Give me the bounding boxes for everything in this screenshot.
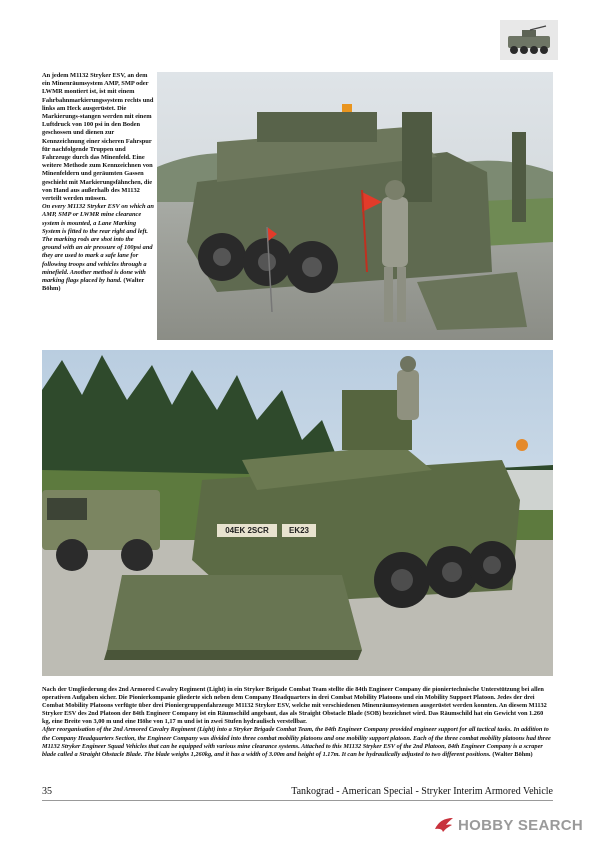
wing-logo-icon (434, 816, 454, 834)
caption-bottom-credit: (Walter Böhm) (492, 750, 533, 758)
caption-top (42, 72, 154, 293)
photo-stryker-obstacle-blade (42, 350, 553, 676)
photo-bottom-image (42, 350, 553, 676)
photo-stryker-rear-lane-marking (157, 72, 553, 340)
page-number: 35 (42, 786, 52, 797)
photo-top-image (157, 72, 553, 340)
watermark (434, 814, 583, 836)
caption-top-credit: (Walter Böhm) (42, 277, 145, 293)
caption-top-english (42, 203, 154, 293)
caption-top-german: An jedem M1132 Stryker ESV, an dem ein Minenräumsystem AMP, SMP oder LWMR montiert ist, ist mit einem Fahrbahnmarkierungssystem rechts und links am Heck ausgerüstet. Die Markierungs-stangen werden mit einem Luftdruck von 100 psi in den Boden geschossen und dienen zur Kennzeichnung einer sicheren Fahrspur für nachfolgende Truppen und Fahrzeuge durch das Minenfeld. Eine weitere Methode zum Kennzeichnen von Minenfeldern und geräumten Gassen geschieht mit Markierungsfähnchen, die von Hand aus außerhalb des M1132 verteilt werden müssen. (42, 72, 154, 203)
bumper-marking-left: 04EK 2SCR (225, 526, 269, 535)
caption-bottom-english (42, 726, 553, 758)
caption-bottom (42, 686, 553, 759)
caption-bottom-english-text: After reorganisation of the 2nd Armored Cavalry Regiment (Light) into a Stryker Brigade Combat Team, the 84th Engineer Company provided engineer support for all tactical tasks. In addition to the Company Headquarters Section, the Engineer Company was divided into three combat mobility platoons and one mobility support platoon. Each of the three combat mobility platoons had three M1132 Stryker Engineer Squad Vehicles that can be equipped with various mine clearance systems. Attached to this M1132 Stryker ESV of the 2nd Platoon, 84th Engineer Company is a scraper blade called a Straight Obstacle Blade. The blade weighs 1,260kg, and it has a width of 3.00m and height of 1.17m. It can be hydraulically adjusted to two different positions. (42, 726, 551, 758)
header-vehicle-thumbnail (500, 20, 558, 60)
caption-top-english-text: On every M1132 Stryker ESV on which an AMP, SMP or LWMR mine clearance system is mounted, a Lane Marking System is fitted to the rear right and left. The marking rods are shot into the ground with an air pressure of 100psi and they are used to mark a safe lane for following troops and vehicles through a minefield. Another method is done with marking flags placed by hand. (42, 203, 154, 285)
footer-divider (42, 800, 553, 801)
bumper-marking-right: EK23 (288, 526, 309, 535)
watermark-text: HOBBY SEARCH (458, 816, 584, 834)
running-title: Tankograd - American Special - Stryker Interim Armored Vehicle (291, 786, 553, 797)
caption-bottom-german: Nach der Umgliederung des 2nd Armored Cavalry Regiment (Light) in ein Stryker Brigade Combat Team stellte die 84th Engineer Company die pioniertechnische Unterstützung bei allen operativen Aufgaben sicher. Die Pionierkompanie gliederte sich neben dem Company Headquarters in drei Combat Mobility Platoons und ein Mobility Support Platoon. Jedes der drei Combat Mobility Platoons verfügte über drei Pioniergruppenfahrzeuge M1132 Stryker ESV, welche mit verschiedenen Minenräumsystemen ausgerüstet werden konnten. An diesem M1132 Stryker ESV des 2nd Platoon der 84th Engineer Company ist ein Räumschild angebaut, das als Straight Obstacle Blade (SOB) bezeichnet wird. Das Räumschild hat ein Gewicht von 1.260 kg, eine Breite von 3,00 m und eine Höhe von 1,17 m und ist in zwei Stufen hydraulisch verstellbar. (42, 686, 547, 726)
